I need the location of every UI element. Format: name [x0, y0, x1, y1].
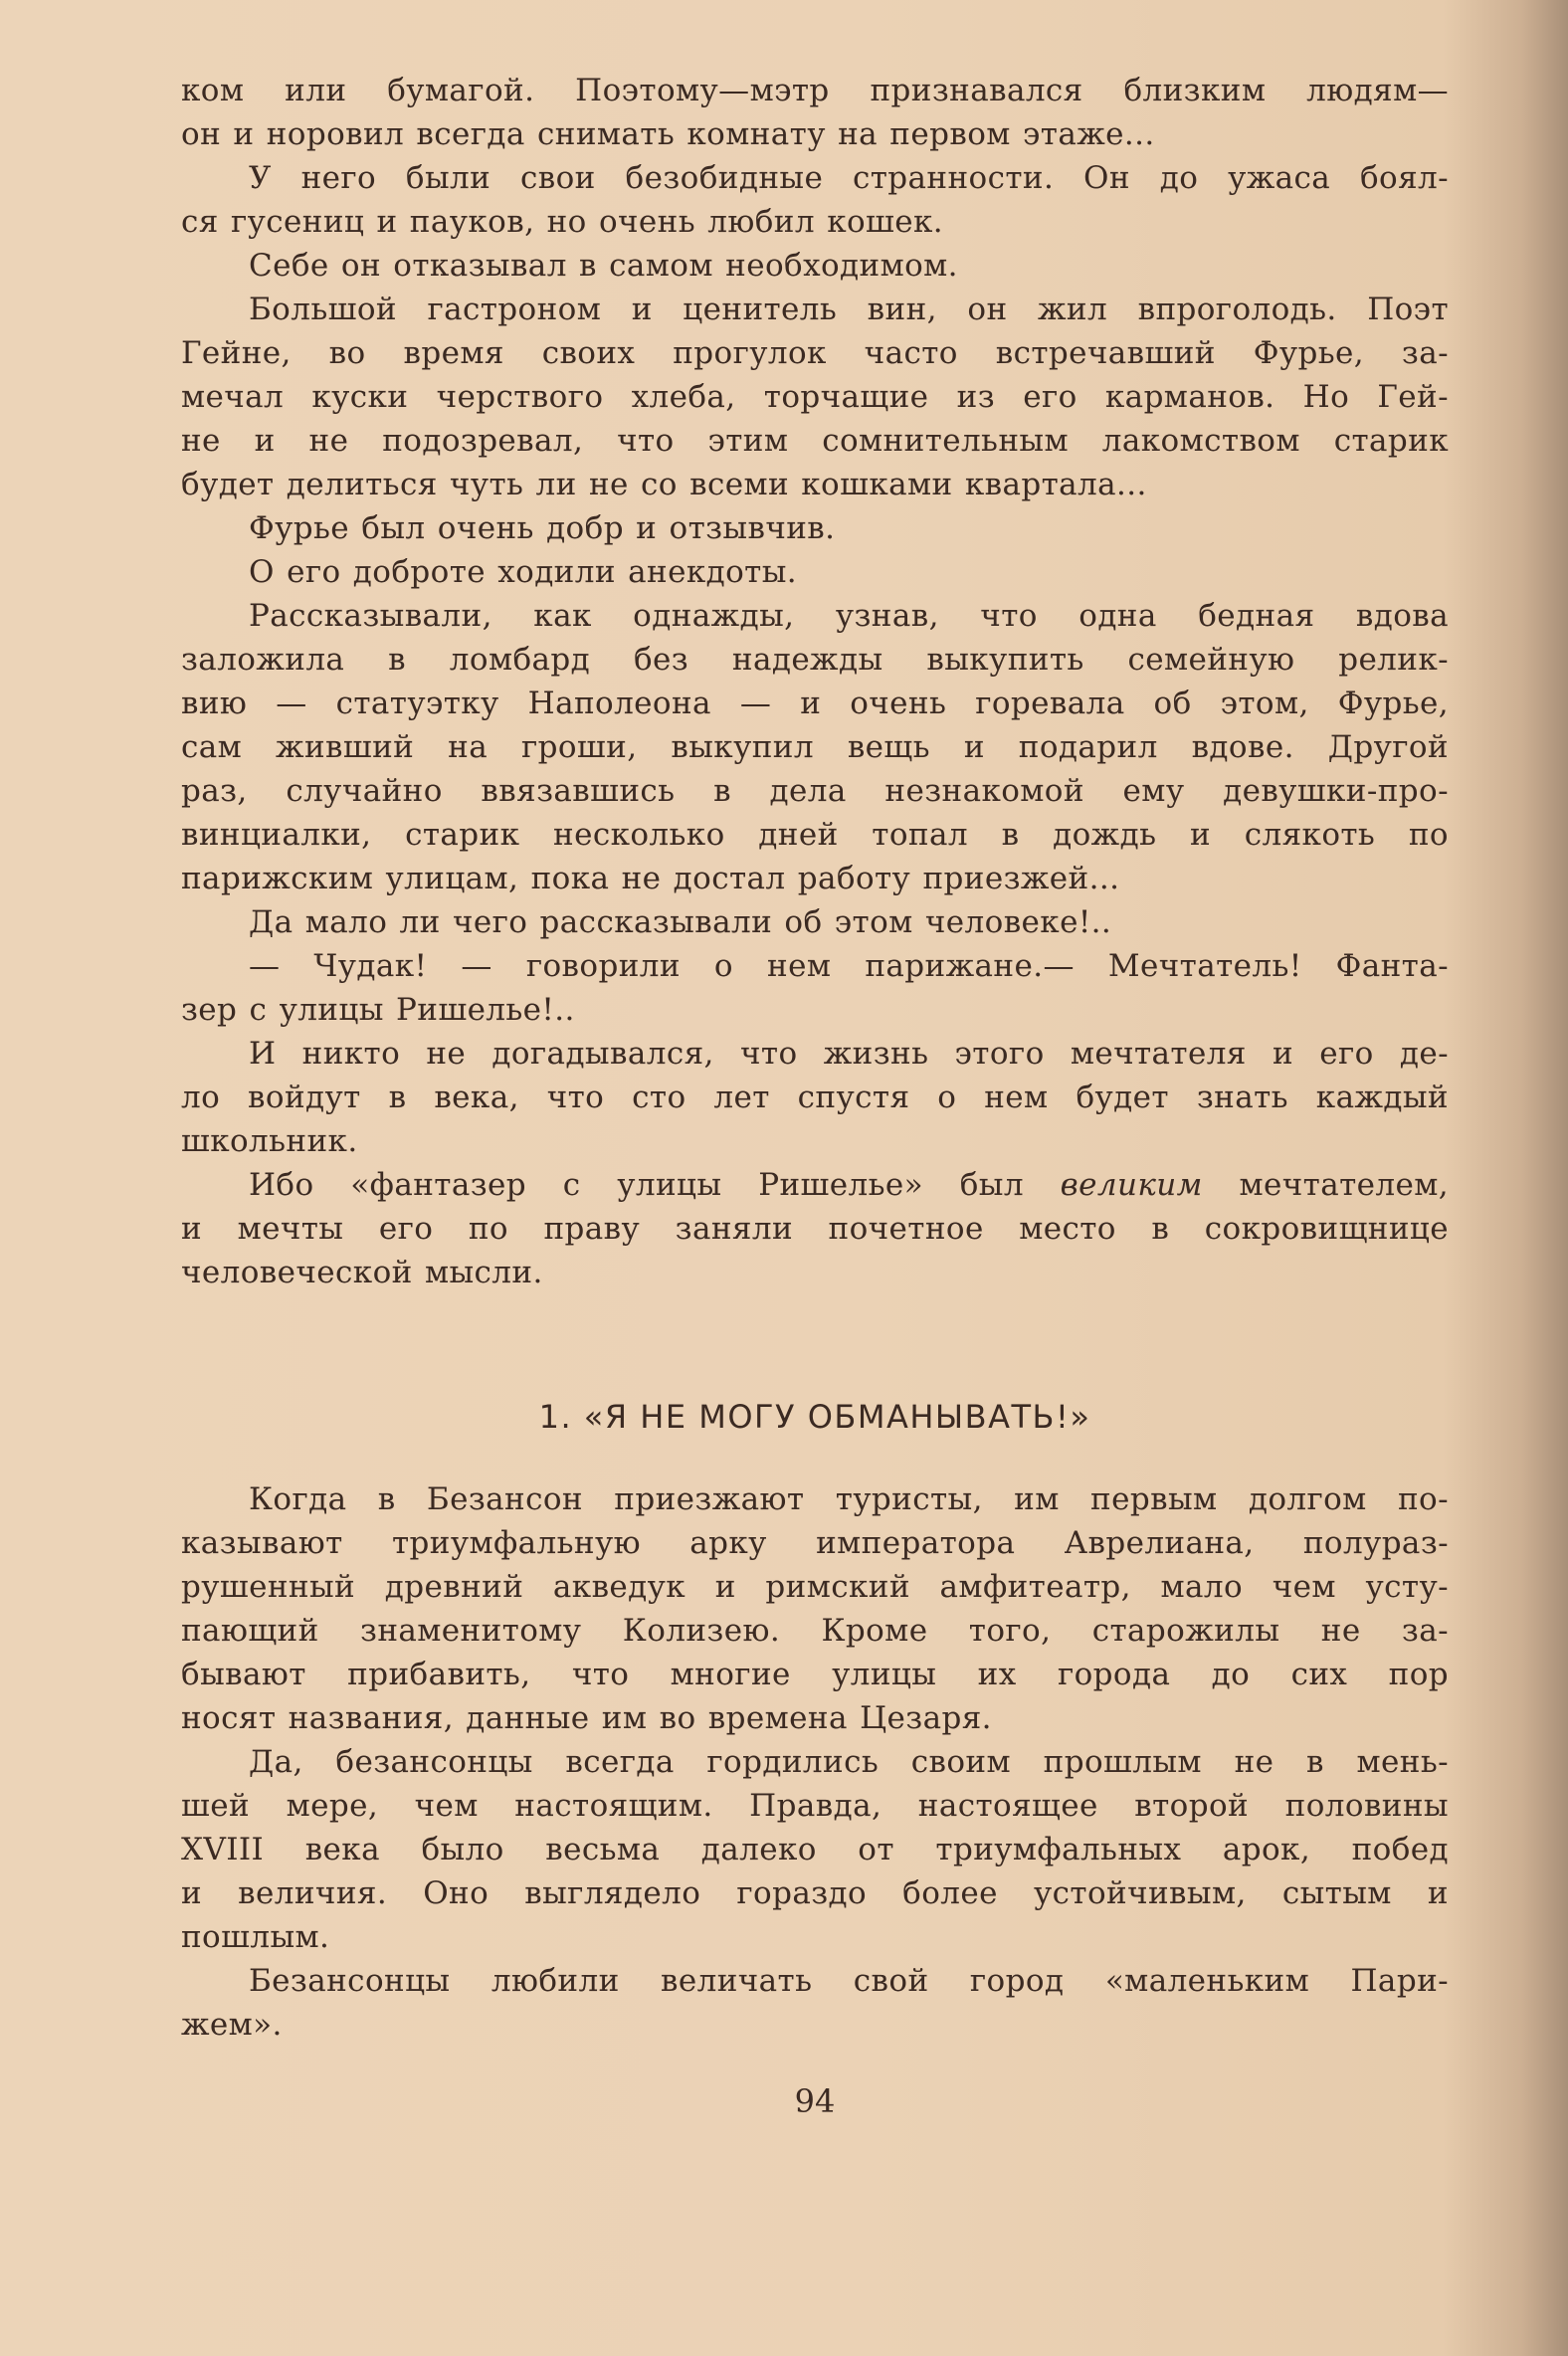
text-line: Да мало ли чего рассказывали об этом человеке!.. [249, 904, 1112, 940]
text-line: и величия. Оно выглядело гораздо более устойчивым, сытым и [181, 1875, 1449, 1911]
text-line: он и норовил всегда снимать комнату на первом этаже... [181, 116, 1155, 152]
text-span: Ибо «фантазер с улицы Ришелье» был [249, 1167, 1061, 1203]
text-line: не и не подозревал, что этим сомнительным лакомством старик [181, 423, 1449, 459]
text-line: бывают прибавить, что многие улицы их города до сих пор [181, 1657, 1449, 1692]
text-line: ся гусениц и пауков, но очень любил кошек. [181, 204, 944, 240]
text-line: винциалки, старик несколько дней топал в дождь и слякоть по [181, 817, 1449, 853]
text-line: Да, безансонцы всегда гордились своим прошлым не в мень- [249, 1744, 1449, 1780]
page-number: 94 [794, 2082, 836, 2120]
text-line: XVIII века было весьма далеко от триумфальных арок, побед [181, 1832, 1449, 1867]
text-line: Себе он отказывал в самом необходимом. [249, 248, 958, 284]
text-line: У него были свои безобидные странности. Он до ужаса боял- [249, 160, 1449, 196]
text-line: жем». [181, 2007, 283, 2043]
text-line: — Чудак! — говорили о нем парижане.— Мечтатель! Фанта- [249, 948, 1449, 984]
text-line: заложила в ломбард без надежды выкупить семейную релик- [181, 642, 1449, 678]
text-line: пающий знаменитому Колизею. Кроме того, старожилы не за- [181, 1613, 1449, 1649]
chapter-heading: 1. «Я НЕ МОГУ ОБМАНЫВАТЬ!» [538, 1398, 1091, 1436]
text-line: Безансонцы любили величать свой город «маленьким Пари- [249, 1963, 1449, 1999]
emphasis-text: великим [1060, 1167, 1203, 1203]
text-line: школьник. [181, 1123, 358, 1159]
text-line: парижским улицам, пока не достал работу приезжей... [181, 861, 1120, 896]
text-line: Когда в Безансон приезжают туристы, им первым долгом по- [249, 1481, 1449, 1517]
text-line: шей мере, чем настоящим. Правда, настоящее второй половины [181, 1788, 1449, 1824]
text-line: сам живший на гроши, выкупил вещь и подарил вдове. Другой [181, 729, 1449, 765]
text-line: рушенный древний акведук и римский амфитеатр, мало чем усту- [181, 1569, 1449, 1605]
text-line: и мечты его по праву заняли почетное место в сокровищнице [181, 1211, 1449, 1247]
text-line: человеческой мысли. [181, 1255, 543, 1290]
text-line: Большой гастроном и ценитель вин, он жил впроголодь. Поэт [249, 292, 1449, 327]
text-line: будет делиться чуть ли не со всеми кошками квартала... [181, 467, 1147, 502]
text-line: Рассказывали, как однажды, узнав, что одна бедная вдова [249, 598, 1449, 634]
text-line: вию — статуэтку Наполеона — и очень горевала об этом, Фурье, [181, 686, 1449, 721]
text-line [181, 1164, 1449, 1206]
text-line: ло войдут в века, что сто лет спустя о нем будет знать каждый [181, 1080, 1449, 1115]
text-line: Гейне, во время своих прогулок часто встречавший Фурье, за- [181, 335, 1449, 371]
text-span: мечтателем, [1202, 1167, 1449, 1203]
text-line: казывают триумфальную арку императора Аврелиана, полураз- [181, 1525, 1449, 1561]
text-line: Фурье был очень добр и отзывчив. [249, 510, 836, 546]
text-line: О его доброте ходили анекдоты. [249, 554, 798, 590]
text-line: раз, случайно ввязавшись в дела незнакомой ему девушки-про- [181, 773, 1449, 809]
text-line: ком или бумагой. Поэтому—мэтр признавался близким людям— [181, 73, 1449, 108]
text-line: И никто не догадывался, что жизнь этого мечтателя и его де- [249, 1036, 1449, 1072]
text-line: пошлым. [181, 1919, 330, 1955]
text-line: носят названия, данные им во времена Цезаря. [181, 1700, 992, 1736]
text-line: мечал куски черствого хлеба, торчащие из его карманов. Но Гей- [181, 379, 1449, 415]
text-line: зер с улицы Ришелье!.. [181, 992, 575, 1028]
